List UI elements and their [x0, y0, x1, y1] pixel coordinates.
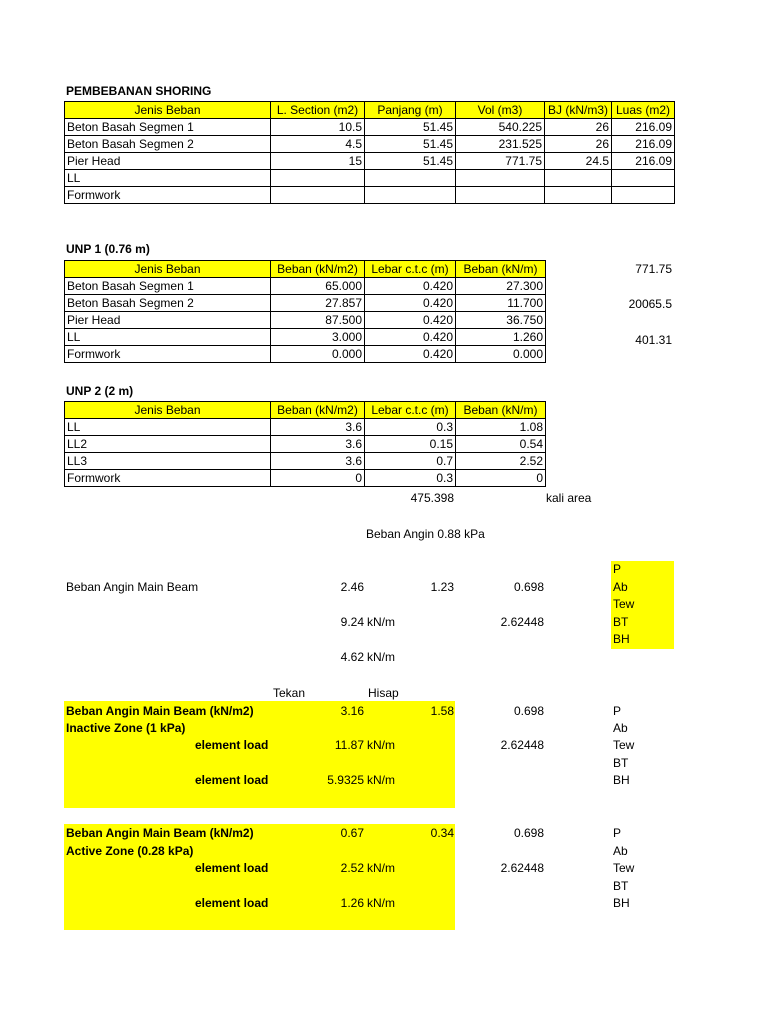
table-row [65, 187, 675, 204]
cell[interactable] [612, 170, 675, 187]
cell[interactable]: 1.260 [456, 329, 546, 346]
legend-p: P [613, 826, 622, 840]
inactive-el2-value[interactable]: 5.9325 [327, 773, 364, 787]
legend-tew: Tew [613, 597, 635, 611]
col-header: Luas (m2) [612, 102, 675, 119]
active-label: Beban Angin Main Beam (kN/m2) [66, 826, 254, 840]
inactive-el2-label: element load [195, 773, 269, 787]
cell[interactable]: LL [65, 329, 271, 346]
table-row [65, 419, 546, 436]
cell[interactable]: 27.300 [456, 278, 546, 295]
cell[interactable] [456, 170, 545, 187]
inactive-el1-unit: kN/m [367, 738, 395, 752]
unp2-table [64, 401, 546, 487]
table-row [65, 119, 675, 136]
cell[interactable] [271, 187, 365, 204]
legend-bt: BT [613, 615, 629, 629]
cell[interactable]: LL [65, 419, 271, 436]
active-el2-unit: kN/m [367, 896, 395, 910]
table-row [65, 278, 546, 295]
inactive-el1-label: element load [195, 738, 269, 752]
col-header: Lebar c.t.c (m) [365, 261, 456, 278]
cell[interactable]: 26 [545, 119, 612, 136]
cell[interactable] [456, 187, 545, 204]
cell[interactable]: 0.420 [365, 329, 456, 346]
cell[interactable]: 0.420 [365, 278, 456, 295]
cell[interactable]: 36.750 [456, 312, 546, 329]
col-header: Jenis Beban [65, 402, 271, 419]
cell[interactable]: 0 [456, 470, 546, 487]
cell[interactable]: 0.7 [365, 453, 456, 470]
cell[interactable]: Formwork [65, 187, 271, 204]
cell[interactable]: 216.09 [612, 119, 675, 136]
table-row [65, 312, 546, 329]
col-header: Beban (kN/m2) [271, 402, 365, 419]
active-tekan[interactable]: 0.67 [340, 826, 364, 840]
legend-bh: BH [613, 632, 630, 646]
wind-line2-right[interactable]: 2.62448 [500, 615, 544, 629]
cell[interactable]: 65.000 [271, 278, 365, 295]
cell[interactable]: Pier Head [65, 312, 271, 329]
active-el1-unit: kN/m [367, 861, 395, 875]
table-row [65, 153, 675, 170]
cell[interactable]: 3.6 [271, 436, 365, 453]
cell[interactable]: 51.45 [365, 153, 456, 170]
hisap-label: Hisap [368, 686, 399, 700]
col-header: L. Section (m2) [271, 102, 365, 119]
cell[interactable]: 540.225 [456, 119, 545, 136]
legend-bh: BH [613, 896, 630, 910]
col-header: Lebar c.t.c (m) [365, 402, 456, 419]
cell[interactable]: 0.420 [365, 295, 456, 312]
table-row [65, 329, 546, 346]
unp1-side-value[interactable]: 771.75 [635, 262, 672, 276]
legend-ab: Ab [613, 580, 628, 594]
cell[interactable]: Beton Basah Segmen 1 [65, 119, 271, 136]
cell[interactable]: Pier Head [65, 153, 271, 170]
active-zone-label: Active Zone (0.28 kPa) [66, 844, 194, 858]
unp2-header-row [65, 402, 546, 419]
legend-tew: Tew [613, 861, 635, 875]
col-header: Beban (kN/m2) [271, 261, 365, 278]
tekan-label: Tekan [273, 686, 306, 700]
cell[interactable]: LL [65, 170, 271, 187]
legend-tew: Tew [613, 738, 635, 752]
cell[interactable]: 0.15 [365, 436, 456, 453]
cell[interactable] [271, 170, 365, 187]
inactive-el1-right[interactable]: 2.62448 [500, 738, 544, 752]
inactive-right[interactable]: 0.698 [513, 704, 544, 718]
wind-title: Beban Angin 0.88 kPa [366, 527, 485, 541]
wind-line3-value[interactable]: 4.62 [340, 650, 364, 664]
cell[interactable]: 3.6 [271, 419, 365, 436]
active-el1-right[interactable]: 2.62448 [500, 861, 544, 875]
shoring-title: PEMBEBANAN SHORING [66, 84, 212, 98]
col-header: BJ (kN/m3) [545, 102, 612, 119]
cell[interactable]: 0.000 [271, 346, 365, 363]
cell[interactable]: 3.000 [271, 329, 365, 346]
cell[interactable]: 2.52 [456, 453, 546, 470]
cell[interactable]: 15 [271, 153, 365, 170]
cell[interactable]: 3.6 [271, 453, 365, 470]
cell[interactable]: 0.000 [456, 346, 546, 363]
cell[interactable]: 0.420 [365, 346, 456, 363]
cell[interactable]: 51.45 [365, 136, 456, 153]
legend-bt: BT [613, 879, 629, 893]
cell[interactable]: Beton Basah Segmen 2 [65, 136, 271, 153]
active-el2-label: element load [195, 896, 269, 910]
table-row [65, 295, 546, 312]
cell[interactable]: 10.5 [271, 119, 365, 136]
col-header: Beban (kN/m) [456, 261, 546, 278]
cell[interactable]: 1.08 [456, 419, 546, 436]
legend-bt: BT [613, 756, 629, 770]
table-row [65, 346, 546, 363]
active-el2-value[interactable]: 1.26 [340, 896, 364, 910]
legend-bh: BH [613, 773, 630, 787]
table-row [65, 136, 675, 153]
col-header: Jenis Beban [65, 261, 271, 278]
inactive-zone-label: Inactive Zone (1 kPa) [66, 721, 186, 735]
cell[interactable]: 24.5 [545, 153, 612, 170]
cell[interactable]: 0.3 [365, 470, 456, 487]
unp2-total-label: kali area [546, 491, 592, 505]
cell[interactable]: 0 [271, 470, 365, 487]
wind-line3-unit: kN/m [367, 650, 395, 664]
legend-p: P [613, 562, 622, 576]
cell[interactable]: 0.54 [456, 436, 546, 453]
table-row [65, 170, 675, 187]
wind-main-v2[interactable]: 1.23 [430, 580, 454, 594]
legend-ab: Ab [613, 844, 628, 858]
cell[interactable] [365, 187, 456, 204]
col-header: Jenis Beban [65, 102, 271, 119]
cell[interactable] [365, 170, 456, 187]
cell[interactable]: 27.857 [271, 295, 365, 312]
legend-ab: Ab [613, 721, 628, 735]
cell[interactable]: 4.5 [271, 136, 365, 153]
col-header: Panjang (m) [365, 102, 456, 119]
cell[interactable] [545, 170, 612, 187]
unp2-title: UNP 2 (2 m) [66, 384, 134, 398]
col-header: Vol (m3) [456, 102, 545, 119]
inactive-label: Beban Angin Main Beam (kN/m2) [66, 704, 254, 718]
legend-p: P [613, 704, 622, 718]
table-row [65, 453, 546, 470]
cell[interactable]: Formwork [65, 346, 271, 363]
col-header: Beban (kN/m) [456, 402, 546, 419]
wind-main-v1[interactable]: 2.46 [340, 580, 364, 594]
cell[interactable]: 216.09 [612, 136, 675, 153]
cell[interactable]: 0.420 [365, 312, 456, 329]
inactive-tekan[interactable]: 3.16 [340, 704, 364, 718]
cell[interactable]: 231.525 [456, 136, 545, 153]
inactive-el2-unit: kN/m [367, 773, 395, 787]
wind-line2-value[interactable]: 9.24 [340, 615, 364, 629]
table-row [65, 470, 546, 487]
cell[interactable]: 11.700 [456, 295, 546, 312]
wind-main-v3[interactable]: 0.698 [513, 580, 544, 594]
cell[interactable] [612, 187, 675, 204]
unp2-total-value[interactable]: 475.398 [410, 491, 454, 505]
cell[interactable]: Beton Basah Segmen 2 [65, 295, 271, 312]
shoring-header-row [65, 102, 675, 119]
unp1-side-value[interactable]: 401.31 [635, 333, 672, 347]
cell[interactable]: 51.45 [365, 119, 456, 136]
active-el1-label: element load [195, 861, 269, 875]
cell[interactable]: 771.75 [456, 153, 545, 170]
shoring-table [64, 101, 675, 204]
wind-line2-unit: kN/m [367, 615, 395, 629]
cell[interactable]: 87.500 [271, 312, 365, 329]
cell[interactable]: Formwork [65, 470, 271, 487]
unp1-table [64, 260, 546, 363]
table-row [65, 436, 546, 453]
wind-main-label: Beban Angin Main Beam [66, 580, 199, 594]
cell[interactable]: 216.09 [612, 153, 675, 170]
active-hisap[interactable]: 0.34 [430, 826, 454, 840]
active-right[interactable]: 0.698 [513, 826, 544, 840]
inactive-el1-value[interactable]: 11.87 [334, 738, 364, 752]
active-el1-value[interactable]: 2.52 [340, 861, 364, 875]
unp1-header-row [65, 261, 546, 278]
cell[interactable] [545, 187, 612, 204]
inactive-hisap[interactable]: 1.58 [430, 704, 454, 718]
unp1-side-value[interactable]: 20065.5 [628, 297, 672, 311]
cell[interactable]: LL3 [65, 453, 271, 470]
unp1-title: UNP 1 (0.76 m) [66, 242, 150, 256]
cell[interactable]: Beton Basah Segmen 1 [65, 278, 271, 295]
cell[interactable]: 26 [545, 136, 612, 153]
cell[interactable]: LL2 [65, 436, 271, 453]
cell[interactable]: 0.3 [365, 419, 456, 436]
